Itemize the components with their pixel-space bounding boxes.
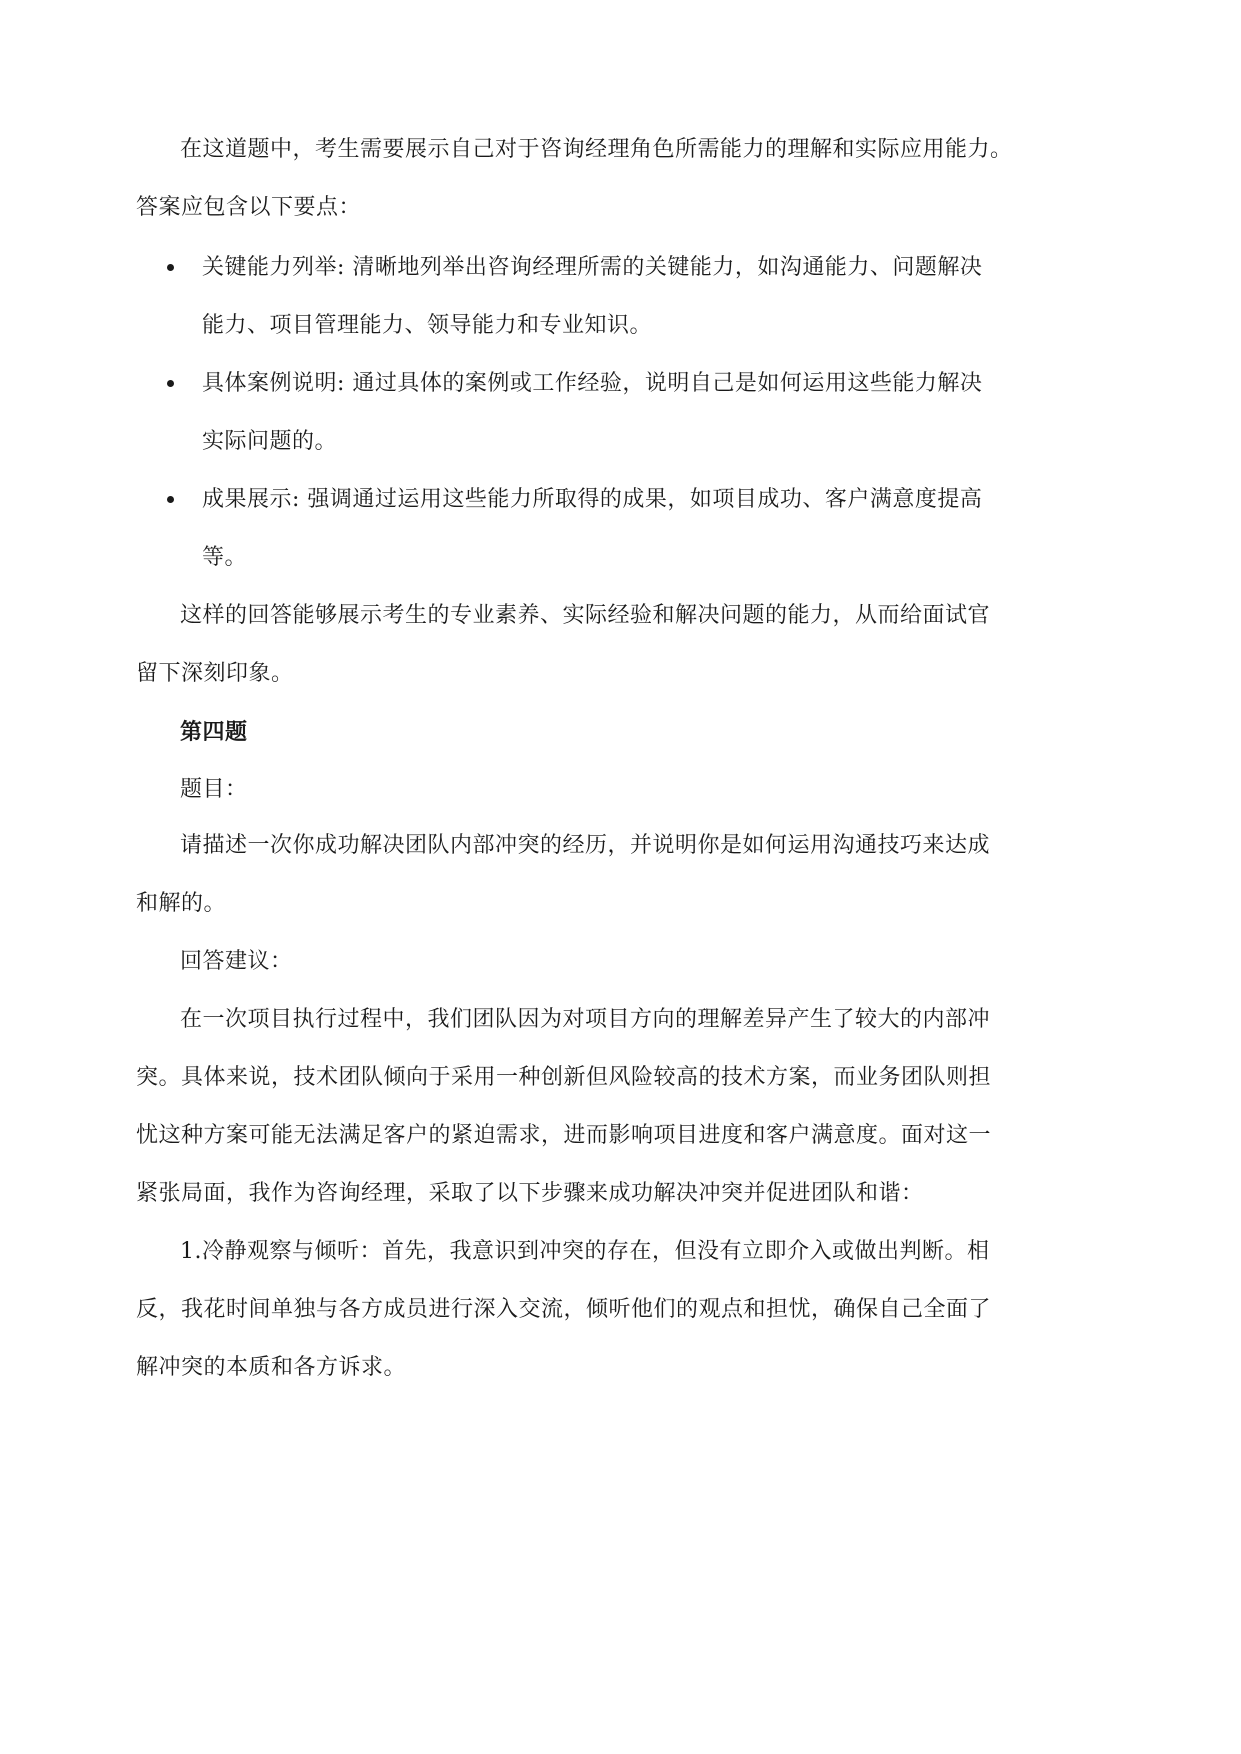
intro-line-1: 在这道题中，考生需要展示自己对于咨询经理角色所需能力的理解和实际应用能力。	[180, 137, 1013, 162]
intro-line-2: 答案应包含以下要点：	[136, 195, 362, 220]
step1-line-1: 1.冷静观察与倾听：首先，我意识到冲突的存在，但没有立即介入或做出判断。相	[180, 1239, 990, 1264]
bullet-2-line-1: 具体案例说明: 通过具体的案例或工作经验，说明自己是如何运用这些能力解决	[202, 371, 983, 396]
bullet-1-line-2: 能力、项目管理能力、领导能力和专业知识。	[202, 313, 653, 338]
step1-line-2: 反，我花时间单独与各方成员进行深入交流，倾听他们的观点和担忧，确保自己全面了	[136, 1297, 992, 1322]
answer-line-2: 突。具体来说，技术团队倾向于采用一种创新但风险较高的技术方案，而业务团队则担	[136, 1065, 992, 1090]
answer-line-1: 在一次项目执行过程中，我们团队因为对项目方向的理解差异产生了较大的内部冲	[180, 1007, 991, 1032]
bullet-3-line-2: 等。	[202, 545, 248, 570]
bullet-3-line-1: 成果展示: 强调通过运用这些能力所取得的成果，如项目成功、客户满意度提高	[202, 487, 983, 512]
question-line-2: 和解的。	[136, 891, 227, 916]
bullet-1-line-1: 关键能力列举: 清晰地列举出咨询经理所需的关键能力，如沟通能力、问题解决	[202, 255, 983, 280]
bullet-dot-icon	[167, 264, 174, 271]
answer-line-4: 紧张局面，我作为咨询经理，采取了以下步骤来成功解决冲突并促进团队和谐：	[136, 1181, 924, 1206]
answer-label: 回答建议：	[180, 949, 293, 974]
question-line-1: 请描述一次你成功解决团队内部冲突的经历，并说明你是如何运用沟通技巧来达成	[180, 833, 991, 858]
bullet-dot-icon	[167, 380, 174, 387]
bullet-dot-icon	[167, 496, 174, 503]
summary-line-2: 留下深刻印象。	[136, 661, 294, 686]
question-label: 题目：	[180, 777, 248, 802]
step1-line-3: 解冲突的本质和各方诉求。	[136, 1355, 407, 1380]
bullet-2-line-2: 实际问题的。	[202, 429, 338, 454]
section-heading: 第四题	[180, 719, 248, 745]
answer-line-3: 忧这种方案可能无法满足客户的紧迫需求，进而影响项目进度和客户满意度。面对这一	[136, 1123, 992, 1148]
summary-line-1: 这样的回答能够展示考生的专业素养、实际经验和解决问题的能力，从而给面试官	[180, 603, 991, 628]
